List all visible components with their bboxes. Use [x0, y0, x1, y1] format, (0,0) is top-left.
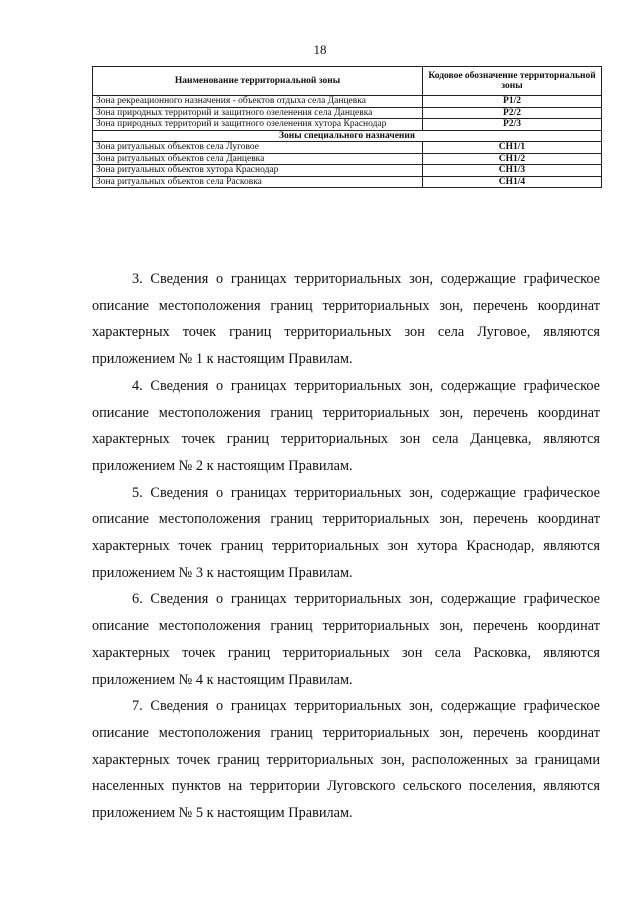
paragraph: 6. Сведения о границах территориальных зон, содержащие графическое описание местоположения границ территориальных зон, перечень координат характерных точек границ территориальных зон села Расковка, являются приложением № 4 к настоящим Правилам.	[92, 591, 600, 688]
zone-name-cell: Зона ритуальных объектов села Данцевка	[93, 153, 423, 165]
table-row	[93, 119, 602, 131]
table-row	[93, 96, 602, 108]
zone-code-cell: СН1/2	[423, 153, 602, 165]
zone-code-cell: Р2/2	[423, 107, 602, 119]
paragraph: 7. Сведения о границах территориальных зон, содержащие графическое описание местоположения границ территориальных зон, перечень координат характерных точек границ территориальных зон, расположенных за границами населенных пунктов на территории Луговского сельского поселения, являются приложением № 5 к настоящим Правилам.	[92, 698, 600, 822]
zone-code-cell: СН1/1	[423, 142, 602, 154]
zone-name-cell: Зона природных территорий и защитного озеленения хутора Краснодар	[93, 119, 423, 131]
zone-code-cell: СН1/3	[423, 165, 602, 177]
table-row	[93, 107, 602, 119]
zone-name-cell: Зона ритуальных объектов села Луговое	[93, 142, 423, 154]
zone-name-cell: Зона ритуальных объектов села Расковка	[93, 176, 423, 188]
zone-code-cell: Р2/3	[423, 119, 602, 131]
table-row	[93, 153, 602, 165]
page-number: 18	[313, 42, 327, 57]
zone-code-cell: Р1/2	[423, 96, 602, 108]
group-title: Зоны специального назначения	[93, 130, 602, 142]
zones-table	[92, 66, 602, 188]
body-text	[92, 266, 600, 827]
table-row	[93, 165, 602, 177]
column-header-name: Наименование территориальной зоны	[93, 67, 423, 96]
zone-name-cell: Зона рекреационного назначения - объектов отдыха села Данцевка	[93, 96, 423, 108]
zone-name-cell: Зона природных территорий и защитного озеленения села Данцевка	[93, 107, 423, 119]
paragraph: 3. Сведения о границах территориальных зон, содержащие графическое описание местоположения границ территориальных зон, перечень координат характерных точек границ территориальных зон села Луговое, являются приложением № 1 к настоящим Правилам.	[92, 271, 600, 368]
zone-name-cell: Зона ритуальных объектов хутора Краснодар	[93, 165, 423, 177]
table-header-row	[93, 67, 602, 96]
table-row	[93, 142, 602, 154]
table-group-row	[93, 130, 602, 142]
paragraph: 4. Сведения о границах территориальных зон, содержащие графическое описание местоположения границ территориальных зон, перечень координат характерных точек границ территориальных зон села Данцевка, являются приложением № 2 к настоящим Правилам.	[92, 377, 600, 474]
table-row	[93, 176, 602, 188]
paragraph: 5. Сведения о границах территориальных зон, содержащие графическое описание местоположения границ территориальных зон, перечень координат характерных точек границ территориальных зон хутора Краснодар, являются приложением № 3 к настоящим Правилам.	[92, 484, 600, 581]
column-header-code: Кодовое обозначение территориальной зоны	[423, 67, 602, 96]
zone-code-cell: СН1/4	[423, 176, 602, 188]
